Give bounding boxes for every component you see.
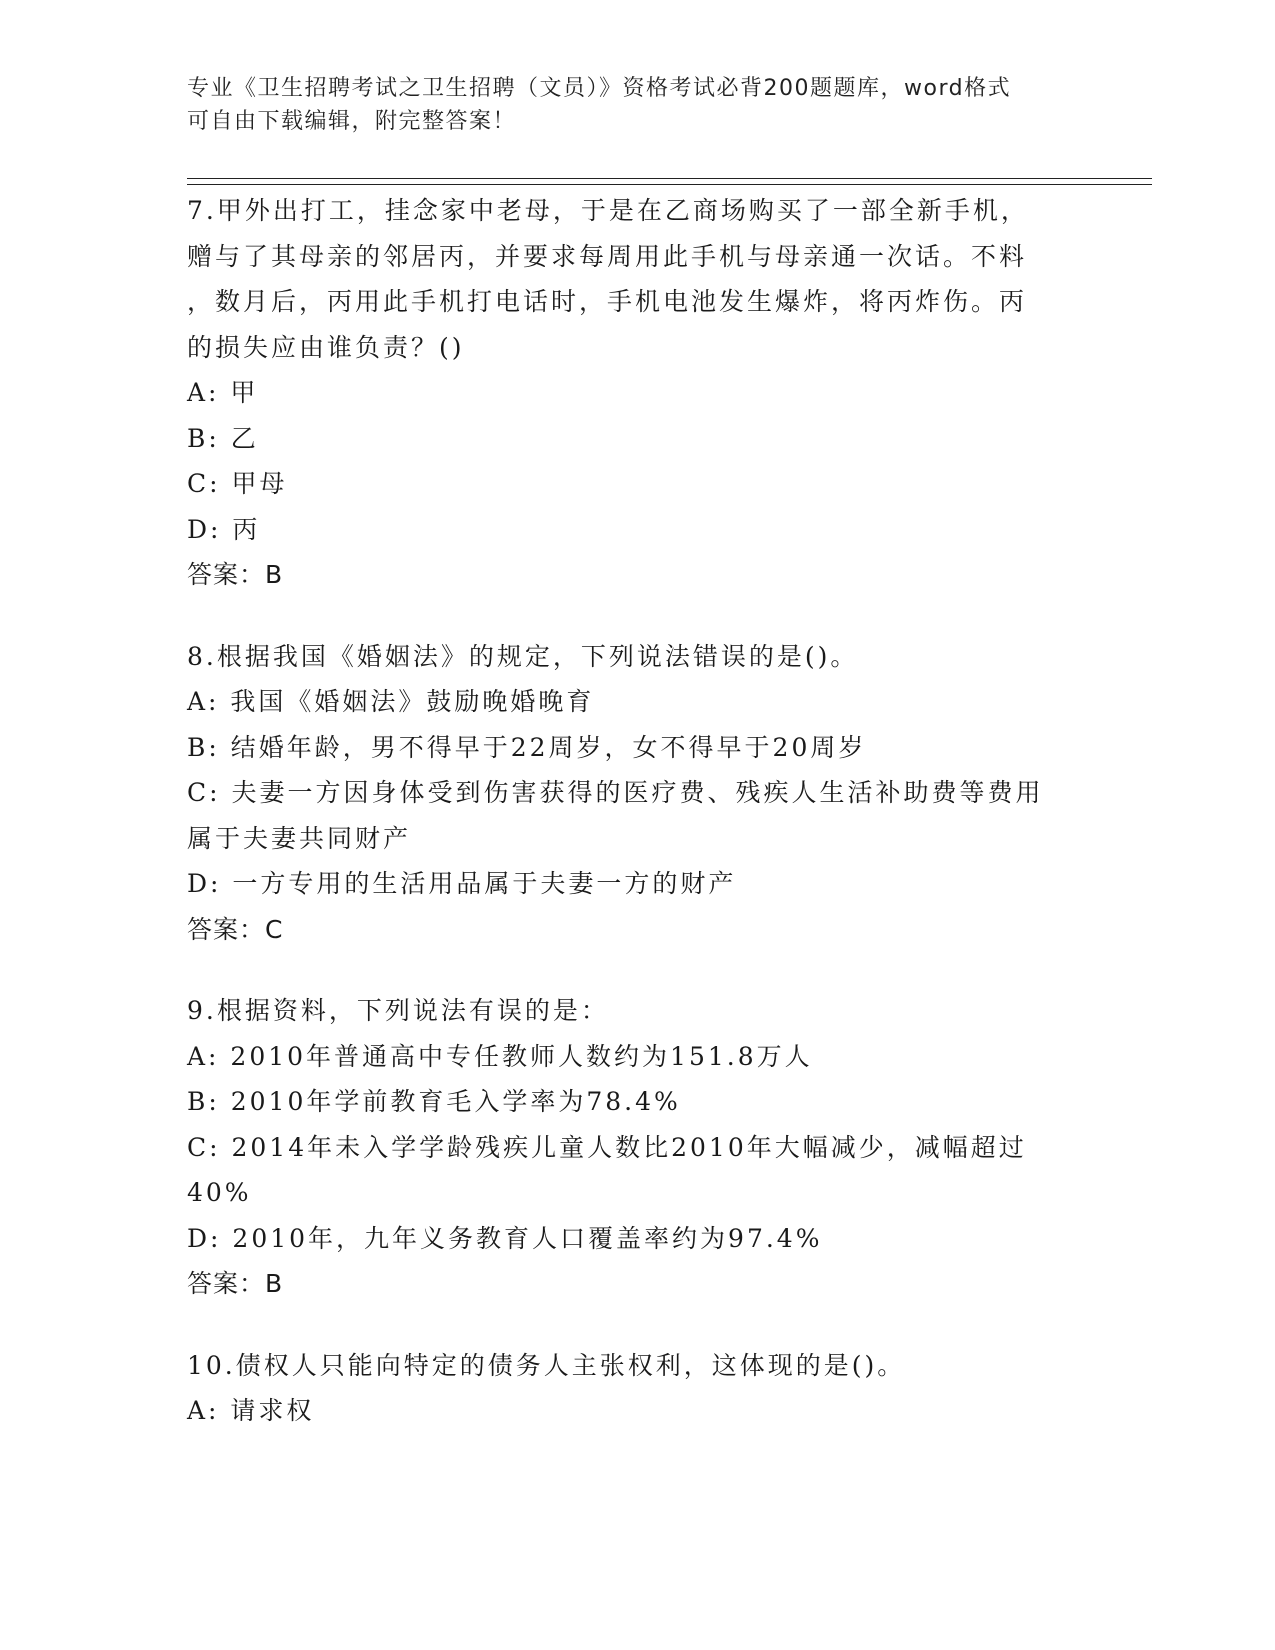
option-b: B: 乙 bbox=[187, 423, 259, 453]
answer-line: 答案：B bbox=[187, 560, 284, 589]
question-stem-line: 的损失应由谁负责？() bbox=[187, 332, 465, 362]
question-stem-line: 赠与了其母亲的邻居丙，并要求每周用此手机与母亲通一次话。不料 bbox=[187, 241, 1028, 271]
header-divider-bottom bbox=[187, 184, 1152, 185]
header-line-1: 专业《卫生招聘考试之卫生招聘（文员）》资格考试必背200题题库，word格式 bbox=[187, 76, 1012, 101]
question-stem-line: 7.甲外出打工，挂念家中老母，于是在乙商场购买了一部全新手机， bbox=[187, 196, 1029, 225]
option-d: D: 一方专用的生活用品属于夫妻一方的财产 bbox=[187, 869, 737, 898]
option-d: D: 2010年，九年义务教育人口覆盖率约为97.4% bbox=[187, 1223, 823, 1253]
question-7 bbox=[187, 188, 1087, 598]
question-8 bbox=[187, 634, 1087, 953]
option-b: B: 结婚年龄，男不得早于22周岁，女不得早于20周岁 bbox=[187, 732, 867, 762]
question-stem-line: 9.根据资料，下列说法有误的是： bbox=[187, 996, 609, 1025]
option-c: C: 2014年未入学学龄残疾儿童人数比2010年大幅减少，减幅超过 bbox=[187, 1132, 1027, 1162]
option-a: A: 甲 bbox=[187, 378, 259, 407]
answer-line: 答案：B bbox=[187, 1269, 284, 1298]
option-b: B: 2010年学前教育毛入学率为78.4% bbox=[187, 1087, 681, 1116]
option-a: A: 我国《婚姻法》鼓励晚婚晚育 bbox=[187, 687, 595, 716]
answer-line: 答案：C bbox=[187, 914, 284, 944]
question-stem-line: 8.根据我国《婚姻法》的规定，下列说法错误的是()。 bbox=[187, 641, 859, 671]
question-stem-line: 10.债权人只能向特定的债务人主张权利，这体现的是()。 bbox=[187, 1350, 906, 1380]
option-a: A: 请求权 bbox=[187, 1396, 315, 1425]
option-c: C: 夫妻一方因身体受到伤害获得的医疗费、残疾人生活补助费等费用 bbox=[187, 778, 1044, 807]
question-10 bbox=[187, 1343, 1087, 1434]
header-divider-top bbox=[187, 178, 1152, 179]
question-list bbox=[187, 188, 1087, 1470]
question-9 bbox=[187, 988, 1087, 1307]
option-c-continued: 40% bbox=[187, 1178, 252, 1207]
question-stem-line: ，数月后，丙用此手机打电话时，手机电池发生爆炸，将丙炸伤。丙 bbox=[187, 287, 1028, 316]
option-d: D: 丙 bbox=[187, 514, 261, 544]
header-line-2: 可自由下载编辑，附完整答案！ bbox=[187, 109, 517, 134]
option-c-continued: 属于夫妻共同财产 bbox=[187, 823, 412, 853]
option-c: C: 甲母 bbox=[187, 469, 288, 498]
document-header bbox=[187, 72, 1067, 138]
option-a: A: 2010年普通高中专任教师人数约为151.8万人 bbox=[187, 1041, 813, 1071]
